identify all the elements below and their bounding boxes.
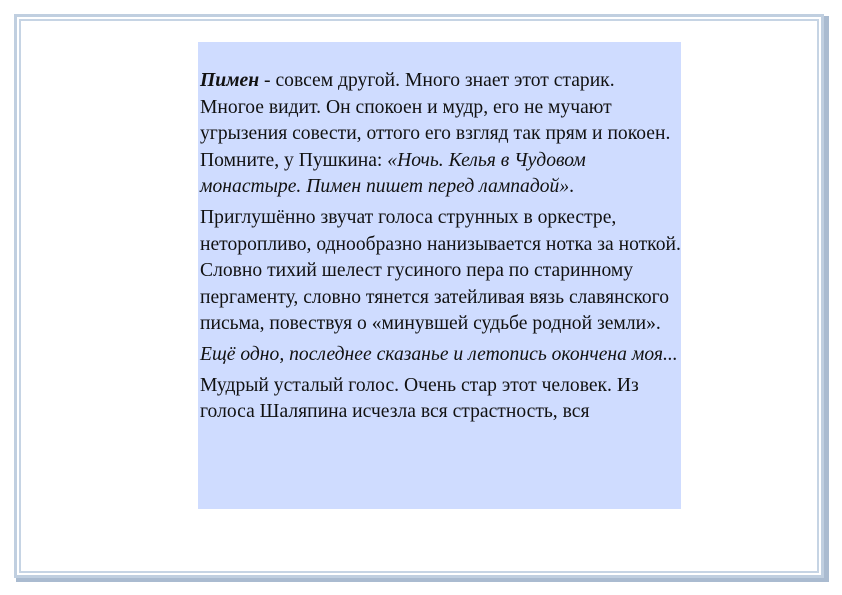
frame-shadow-right — [824, 16, 829, 582]
paragraph-chaliapin: Мудрый усталый голос. Очень стар этот человек. Из голоса Шаляпина исчезла вся страстность, вся — [200, 374, 639, 423]
text-box — [198, 42, 681, 509]
frame-shadow-bottom — [16, 578, 829, 582]
paragraph-pimen-intro — [200, 68, 681, 201]
character-name: Пимен — [200, 70, 260, 91]
paragraph-text: - совсем другой. Много знает этот старик. Многое видит. Он спокоен и мудр, его не мучают угрызения совести, оттого его взгляд так прям и покоен. Помните, у Пушкина: — [200, 70, 671, 171]
paragraph-lyric-quote: Ещё одно, последнее сказанье и летопись окончена моя... — [200, 343, 678, 365]
paragraph-end: . — [569, 176, 575, 198]
pushkin-quote: «Ночь. Келья в Чудовом монастыре. Пимен пишет перед лампадой» — [200, 149, 586, 198]
paragraph-orchestra: Приглушённо звучат голоса струнных в оркестре, неторопливо, однообразно нанизывается нотка за ноткой. Словно тихий шелест гусиного пера по старинному пергаменту, словно тянется затейливая вязь славянского письма, повествуя о «минувшей судьбе родной земли». — [200, 206, 681, 335]
